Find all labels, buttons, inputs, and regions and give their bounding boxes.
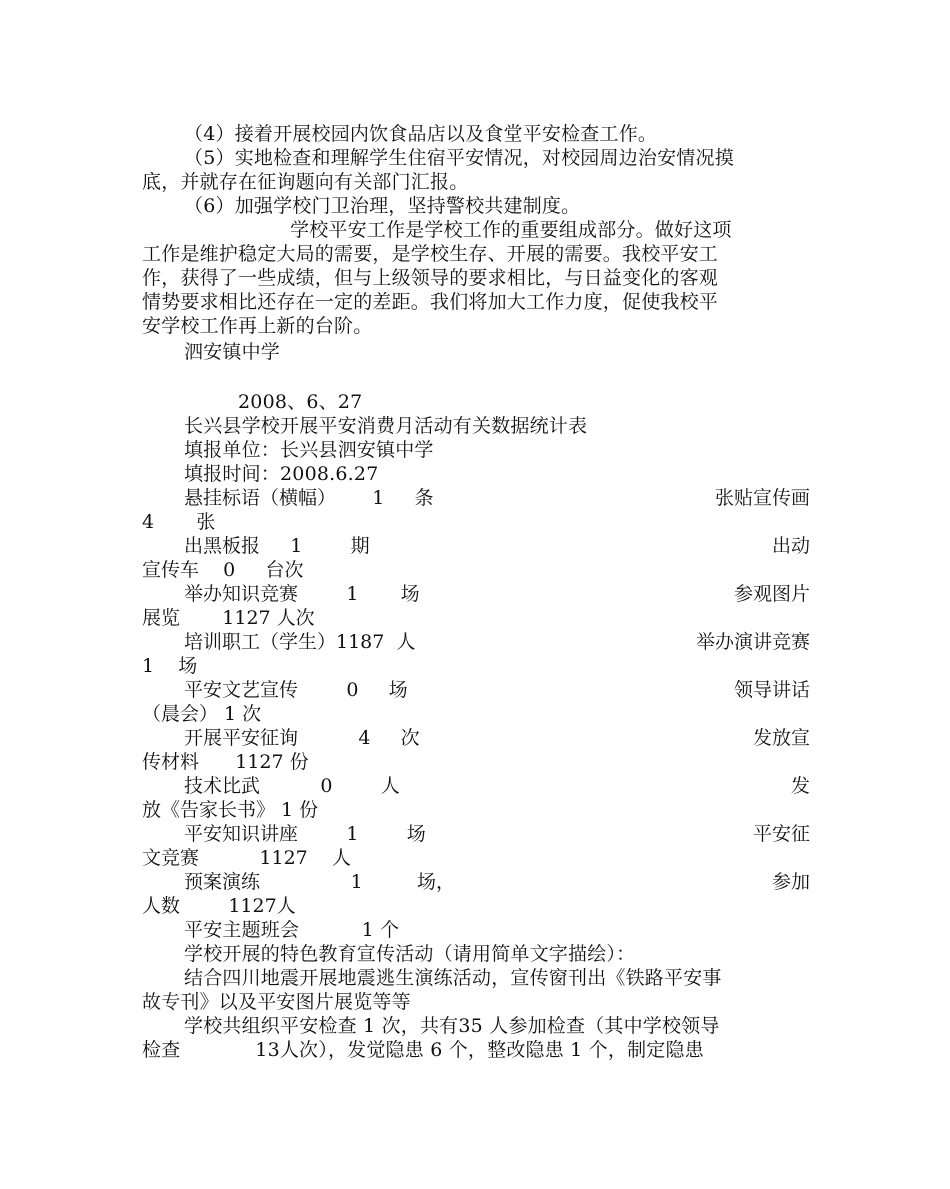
item-5-line2: 底，并就存在征询题向有关部门汇报。 [142,171,469,193]
feature-question: 学校开展的特色教育宣传活动（请用简单文字描绘）： [184,943,636,965]
stat-continuation: 人数 1127人 [142,895,296,917]
stat-row [142,870,810,918]
stat-continuation: 1 场 [142,655,198,677]
stat-right: 发放宣 [752,727,810,749]
stat-continuation: 传材料 1127 份 [142,751,309,773]
stat-row [142,822,810,870]
theme-meeting: 平安主题班会 1 个 [184,919,400,941]
stat-row [142,630,810,678]
stat-right: 平安征 [752,823,810,845]
stat-row [142,534,810,582]
stat-right: 参加 [771,871,810,893]
stat-continuation: 文竞赛 1127 人 [142,847,351,869]
inspection-line2: 检查 13人次），发觉隐患 6 个，整改隐患 1 个，制定隐患 [142,1039,704,1061]
signature-date: 2008、6、27 [238,391,363,413]
stat-left: 悬挂标语（横幅） 1 条 [184,487,434,509]
summary-line3: 作，获得了一些成绩，但与上级领导的要求相比，与日益变化的客观 [142,267,719,289]
stat-left: 开展平安征询 4 次 [184,727,420,749]
stat-row [142,582,810,630]
stat-continuation: 放《告家长书》 1 份 [142,799,319,821]
feature-answer-line2: 故专刊》以及平安图片展览等等 [142,991,411,1013]
summary-line5: 安学校工作再上新的台阶。 [142,315,373,337]
stat-left: 预案演练 1 场， [184,871,456,893]
stat-right: 张贴宣传画 [714,487,810,509]
stat-row [142,774,810,822]
stat-left: 出黑板报 1 期 [184,535,370,557]
stat-continuation: （晨会） 1 次 [142,703,262,725]
stat-row [142,678,810,726]
item-5-line1: （5）实地检查和理解学生住宿平安情况，对校园周边治安情况摸 [184,147,734,169]
stat-row [142,486,810,534]
stat-left: 技术比武 0 人 [184,775,400,797]
stat-right: 参观图片 [733,583,810,605]
summary-line4: 情势要求相比还存在一定的差距。我们将加大工作力度，促使我校平 [142,291,719,313]
stat-right: 举办演讲竞赛 [695,631,810,653]
stat-row [142,726,810,774]
summary-line1: 学校平安工作是学校工作的重要组成部分。做好这项 [290,219,732,241]
stat-left: 平安知识讲座 1 场 [184,823,426,845]
stat-continuation: 展览 1127 人次 [142,607,315,629]
stat-right: 出动 [771,535,810,557]
stat-left: 举办知识竞赛 1 场 [184,583,420,605]
stat-continuation: 4 张 [142,511,216,533]
stat-left: 培训职工（学生）1187 人 [184,631,416,653]
summary-line2: 工作是维护稳定大局的需要，是学校生存、开展的需要。我校平安工 [142,243,719,265]
stat-right: 领导讲话 [733,679,810,701]
stat-left: 平安文艺宣传 0 场 [184,679,408,701]
inspection-line1: 学校共组织平安检查 1 次，共有35 人参加检查（其中学校领导 [184,1015,720,1037]
item-6: （6）加强学校门卫治理，坚持警校共建制度。 [184,195,581,217]
stat-continuation: 宣传车 0 台次 [142,559,304,581]
report-unit: 填报单位：长兴县泗安镇中学 [184,439,434,461]
table-title: 长兴县学校开展平安消费月活动有关数据统计表 [184,415,588,437]
stat-right: 发 [790,775,810,797]
school-signature: 泗安镇中学 [184,341,281,363]
report-time: 填报时间：2008.6.27 [184,463,379,485]
feature-answer-line1: 结合四川地震开展地震逃生演练活动，宣传窗刊出《铁路平安事 [184,967,722,989]
item-4: （4）接着开展校园内饮食品店以及食堂平安检查工作。 [184,123,658,145]
